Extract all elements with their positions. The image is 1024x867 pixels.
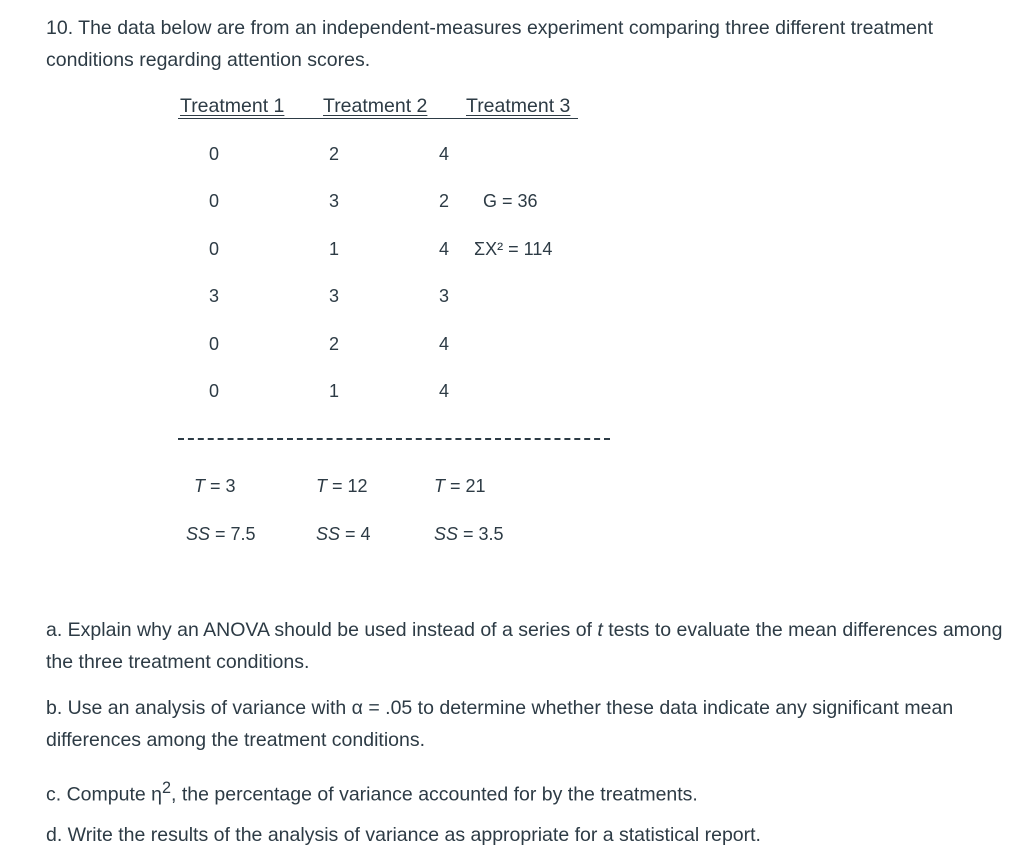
table-cell: 4: [438, 381, 449, 401]
table-cell: 2: [328, 144, 339, 164]
table-cell: 2: [328, 334, 339, 354]
dashed-separator: [178, 438, 610, 440]
question-d: d. Write the results of the analysis of variance as appropriate for a statistical report.: [46, 824, 761, 846]
table-cell: 2: [438, 191, 449, 211]
sum-of-squared-x: ΣX² = 114: [474, 239, 553, 259]
header-treatment-2: Treatment 2: [323, 95, 428, 117]
table-cell: 0: [208, 144, 219, 164]
header-treatment-1: Treatment 1: [180, 95, 285, 117]
question-a: a. Explain why an ANOVA should be used instead of a series of t tests to evaluate the mean differences among the three treatment conditions.: [46, 619, 1003, 673]
treatment-3-total: T = 21: [434, 476, 486, 496]
table-cell: 0: [208, 191, 219, 211]
table-cell: 0: [208, 334, 219, 354]
table-cell: 0: [208, 381, 219, 401]
treatment-2-total: T = 12: [316, 476, 368, 496]
table-cell: 3: [328, 191, 339, 211]
table-cell: 3: [208, 286, 219, 306]
table-cell: 4: [438, 334, 449, 354]
treatment-2-ss: SS = 4: [316, 524, 371, 544]
table-cell: 1: [328, 381, 339, 401]
header-treatment-3: Treatment 3: [466, 95, 571, 117]
problem-intro: 10. The data below are from an independent-measures experiment comparing three different treatment conditions regarding attention scores.: [46, 17, 934, 71]
treatment-1-ss: SS = 7.5: [186, 524, 256, 544]
table-cell: 1: [328, 239, 339, 259]
treatment-3-ss: SS = 3.5: [434, 524, 504, 544]
header-underline: [178, 118, 578, 119]
question-b: b. Use an analysis of variance with α = .05 to determine whether these data indicate any significant mean differences among the treatment conditions.: [46, 697, 954, 751]
table-cell: 4: [438, 144, 449, 164]
question-c: c. Compute $\eta^2$, the percentage of variance accounted for by the treatments.: [46, 779, 698, 806]
table-cell: 3: [438, 286, 449, 306]
table-cell: 4: [438, 239, 449, 259]
table-cell: 0: [208, 239, 219, 259]
treatment-1-total: T = 3: [194, 476, 236, 496]
table-cell: 3: [328, 286, 339, 306]
grand-total-g: G = 36: [483, 191, 538, 211]
